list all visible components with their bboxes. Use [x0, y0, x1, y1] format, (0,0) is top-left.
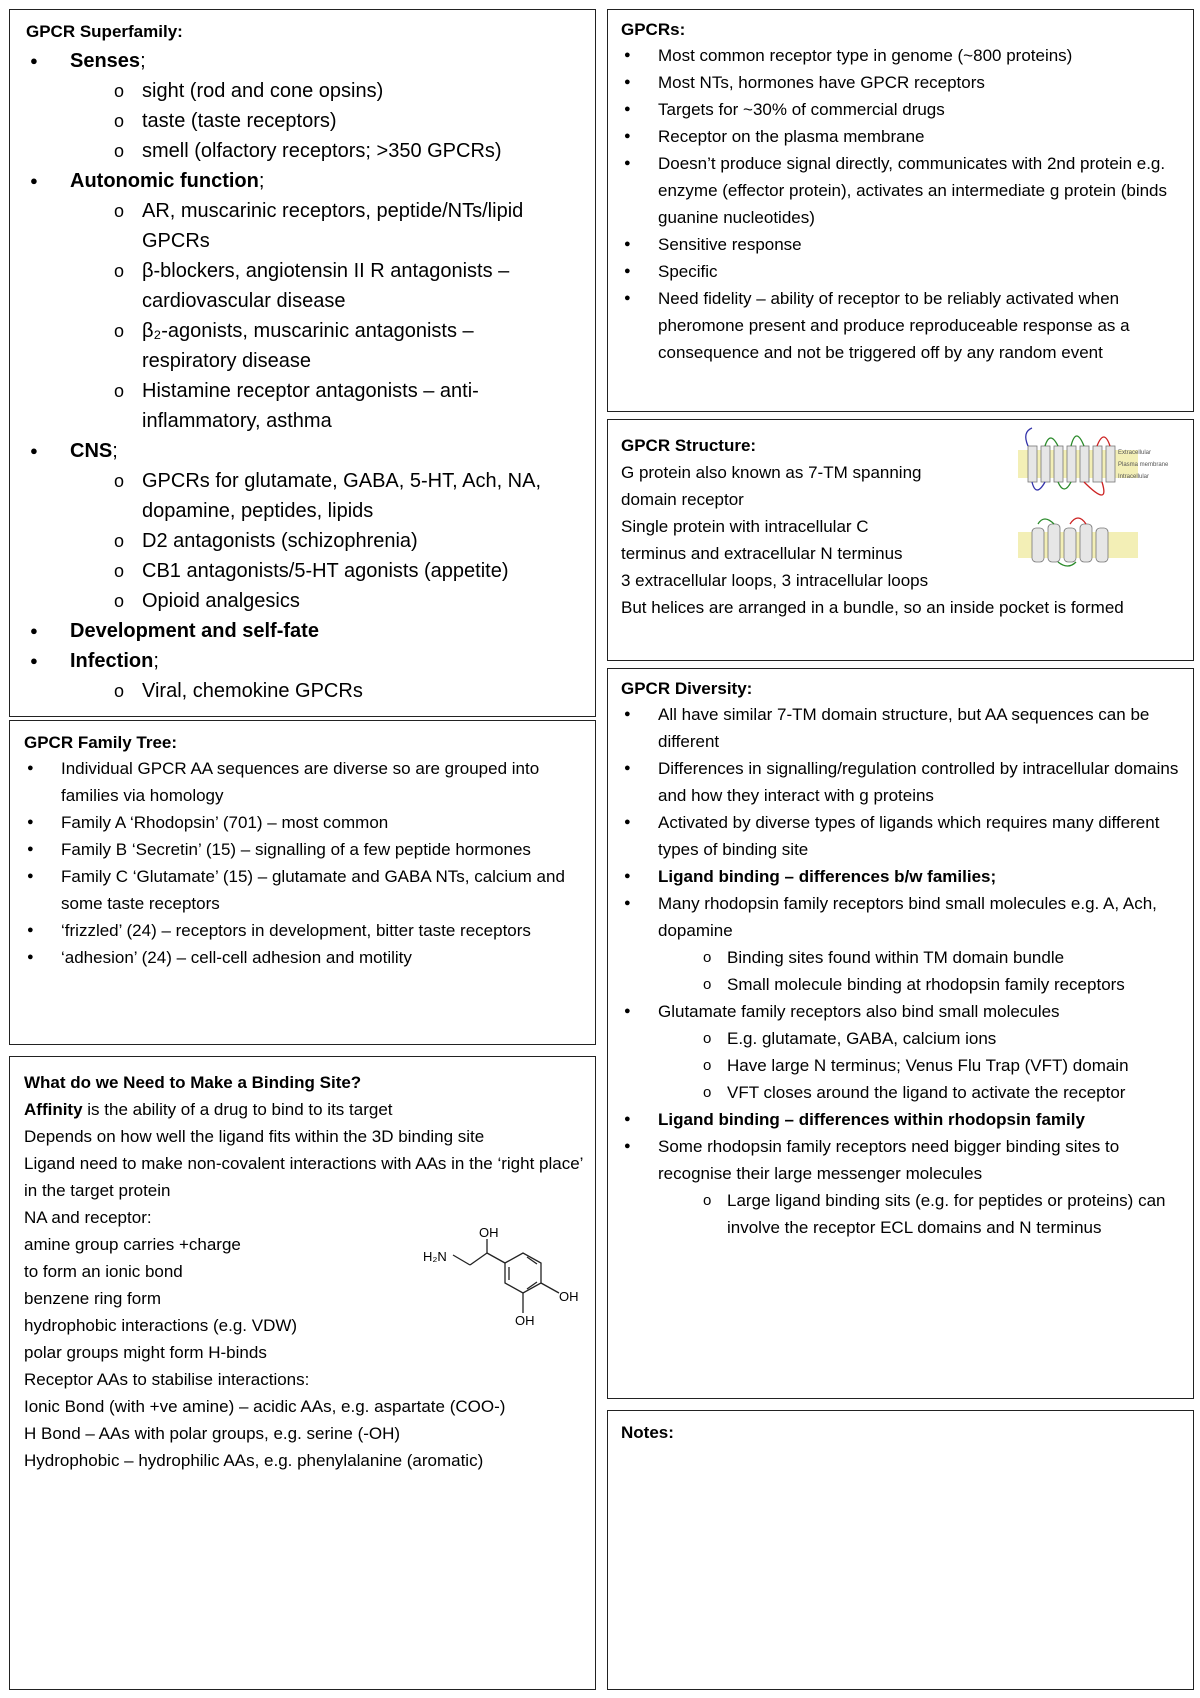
list-item: o VFT closes around the ligand to activate the receptor: [621, 1079, 1181, 1106]
gpcrs-section: [607, 9, 1194, 412]
text-line: H Bond – AAs with polar groups, e.g. serine (-OH): [24, 1424, 401, 1443]
affinity-definition: is the ability of a drug to bind to its target: [82, 1100, 393, 1119]
list-item: [26, 646, 583, 676]
suffix: ;: [153, 650, 159, 672]
list-item: ● Ligand binding – differences within rhodopsin family: [621, 1106, 1181, 1133]
diversity-section: [607, 668, 1194, 1399]
list-item: [26, 166, 583, 196]
text-line: amine group carries +charge: [24, 1235, 241, 1254]
gpcrs-list: [621, 42, 1181, 366]
list-item: o Viral, chemokine GPCRs: [26, 676, 583, 706]
notes-title: Notes:: [621, 1423, 674, 1442]
list-item: o β₂-agonists, muscarinic antagonists – respiratory disease: [26, 316, 522, 376]
text-line: terminus and extracellular N terminus: [621, 544, 903, 563]
structure-title: GPCR Structure:: [621, 436, 757, 455]
text-line: Ionic Bond (with +ve amine) – acidic AAs, e.g. aspartate (COO-): [24, 1397, 506, 1416]
text-line: domain receptor: [621, 490, 744, 509]
noradrenaline-structure-image: [415, 1225, 595, 1345]
list-item: ● Most NTs, hormones have GPCR receptors: [621, 69, 1181, 96]
suffix: ;: [258, 170, 265, 192]
list-item: ● Glutamate family receptors also bind small molecules: [621, 998, 1181, 1025]
list-item: o Small molecule binding at rhodopsin family receptors: [621, 971, 1181, 998]
text-line: G protein also known as 7-TM spanning: [621, 463, 922, 482]
text-line: NA and receptor:: [24, 1208, 152, 1227]
list-item: o sight (rod and cone opsins): [26, 76, 583, 106]
list-item: o E.g. glutamate, GABA, calcium ions: [621, 1025, 1181, 1052]
list-item: o Opioid analgesics: [26, 586, 583, 616]
gpcr-7tm-diagram-image: [1018, 424, 1178, 574]
list-item: ● Sensitive response: [621, 231, 1181, 258]
list-item: ● ‘adhesion’ (24) – cell-cell adhesion and motility: [24, 944, 583, 971]
list-item: ● Most common receptor type in genome (~800 proteins): [621, 42, 1181, 69]
family-tree-section: [9, 720, 596, 1045]
suffix: ;: [112, 440, 118, 462]
list-item: o β-blockers, angiotensin II R antagonists – cardiovascular disease: [26, 256, 542, 316]
list-item: ● Targets for ~30% of commercial drugs: [621, 96, 1181, 123]
list-item: ● Specific: [621, 258, 1181, 285]
list-item: o smell (olfactory receptors; >350 GPCRs): [26, 136, 583, 166]
binding-site-title: What do we Need to Make a Binding Site?: [24, 1073, 362, 1092]
list-item: o GPCRs for glutamate, GABA, 5-HT, Ach, NA, dopamine, peptides, lipids: [26, 466, 552, 526]
list-item: ● Differences in signalling/regulation controlled by intracellular domains and how they interact with g proteins: [621, 755, 1181, 809]
suffix: ;: [140, 50, 146, 72]
list-item: ● All have similar 7-TM domain structure, but AA sequences can be different: [621, 701, 1181, 755]
superfamily-title: GPCR Superfamily:: [26, 22, 183, 41]
structure-section: [607, 419, 1194, 661]
list-item: o taste (taste receptors): [26, 106, 583, 136]
autonomic-label: Autonomic function: [70, 170, 259, 192]
text-line: But helices are arranged in a bundle, so an inside pocket is formed: [621, 598, 1124, 617]
diagram-label: Plasma membrane: [1118, 462, 1169, 468]
superfamily-section: [9, 9, 596, 717]
list-item: o D2 antagonists (schizophrenia): [26, 526, 583, 556]
text-line: polar groups might form H-binds: [24, 1343, 267, 1362]
h2n-label: H₂N: [423, 1249, 447, 1264]
text-line: hydrophobic interactions (e.g. VDW): [24, 1316, 298, 1335]
list-item: ● Need fidelity – ability of receptor to be reliably activated when pheromone present and produce reproduceable response as a consequence and not be triggered off by any random event: [621, 285, 1181, 366]
oh-right-label: OH: [559, 1289, 579, 1304]
list-item: [26, 616, 583, 646]
senses-label: Senses: [70, 50, 141, 72]
list-item: ● Family C ‘Glutamate’ (15) – glutamate and GABA NTs, calcium and some taste receptors: [24, 863, 583, 917]
affinity-line: [24, 1096, 583, 1123]
diversity-list: [621, 701, 1181, 1241]
text-line: benzene ring form: [24, 1289, 162, 1308]
list-item: o AR, muscarinic receptors, peptide/NTs/lipid GPCRs: [26, 196, 542, 256]
list-item: ● Family A ‘Rhodopsin’ (701) – most common: [24, 809, 583, 836]
list-item: o CB1 antagonists/5-HT agonists (appetite): [26, 556, 583, 586]
list-item: o Have large N terminus; Venus Flu Trap (VFT) domain: [621, 1052, 1181, 1079]
superfamily-list: [26, 46, 583, 706]
list-item: ● Family B ‘Secretin’ (15) – signalling of a few peptide hormones: [24, 836, 583, 863]
family-tree-list: [24, 755, 583, 971]
list-item: ● ‘frizzled’ (24) – receptors in development, bitter taste receptors: [24, 917, 583, 944]
diagram-label: Intracellular: [1118, 474, 1150, 480]
notes-section: [607, 1410, 1194, 1690]
text-line: Ligand need to make non-covalent interactions with AAs in the ‘right place’ in the target protein: [24, 1154, 583, 1200]
family-tree-title: GPCR Family Tree:: [24, 733, 178, 752]
text-line: Single protein with intracellular C: [621, 517, 869, 536]
list-item: ● Activated by diverse types of ligands which requires many different types of binding site: [621, 809, 1181, 863]
list-item: ● Some rhodopsin family receptors need bigger binding sites to recognise their large messenger molecules: [621, 1133, 1181, 1187]
cns-label: CNS: [70, 440, 113, 462]
text-line: Hydrophobic – hydrophilic AAs, e.g. phenylalanine (aromatic): [24, 1451, 484, 1470]
gpcrs-title: GPCRs:: [621, 20, 686, 39]
affinity-term: Affinity: [24, 1100, 83, 1119]
list-item: o Large ligand binding sits (e.g. for peptides or proteins) can involve the receptor ECL domains and N terminus: [621, 1187, 1181, 1241]
text-line: to form an ionic bond: [24, 1262, 183, 1281]
text-line: 3 extracellular loops, 3 intracellular loops: [621, 571, 929, 590]
text-line: Receptor AAs to stabilise interactions:: [24, 1370, 310, 1389]
list-item: [26, 46, 583, 76]
oh-bottom-label: OH: [515, 1313, 535, 1328]
list-item: o Binding sites found within TM domain bundle: [621, 944, 1181, 971]
list-item: o Histamine receptor antagonists – anti-inflammatory, asthma: [26, 376, 522, 436]
diagram-label: Extracellular: [1118, 450, 1152, 456]
binding-site-section: [9, 1056, 596, 1690]
text-line: Depends on how well the ligand fits within the 3D binding site: [24, 1127, 485, 1146]
list-item: ● Many rhodopsin family receptors bind small molecules e.g. A, Ach, dopamine: [621, 890, 1181, 944]
list-item: [26, 436, 583, 466]
list-item: ● Receptor on the plasma membrane: [621, 123, 1181, 150]
infection-label: Infection: [70, 650, 154, 672]
oh-top-label: OH: [479, 1225, 499, 1240]
list-item: ● Ligand binding – differences b/w families;: [621, 863, 1181, 890]
development-label: Development and self-fate: [70, 620, 319, 642]
list-item: ● Individual GPCR AA sequences are diverse so are grouped into families via homology: [24, 755, 583, 809]
diversity-title: GPCR Diversity:: [621, 679, 753, 698]
list-item: ● Doesn’t produce signal directly, communicates with 2nd protein e.g. enzyme (effector protein), activates an intermediate g protein (binds guanine nucleotides): [621, 150, 1181, 231]
